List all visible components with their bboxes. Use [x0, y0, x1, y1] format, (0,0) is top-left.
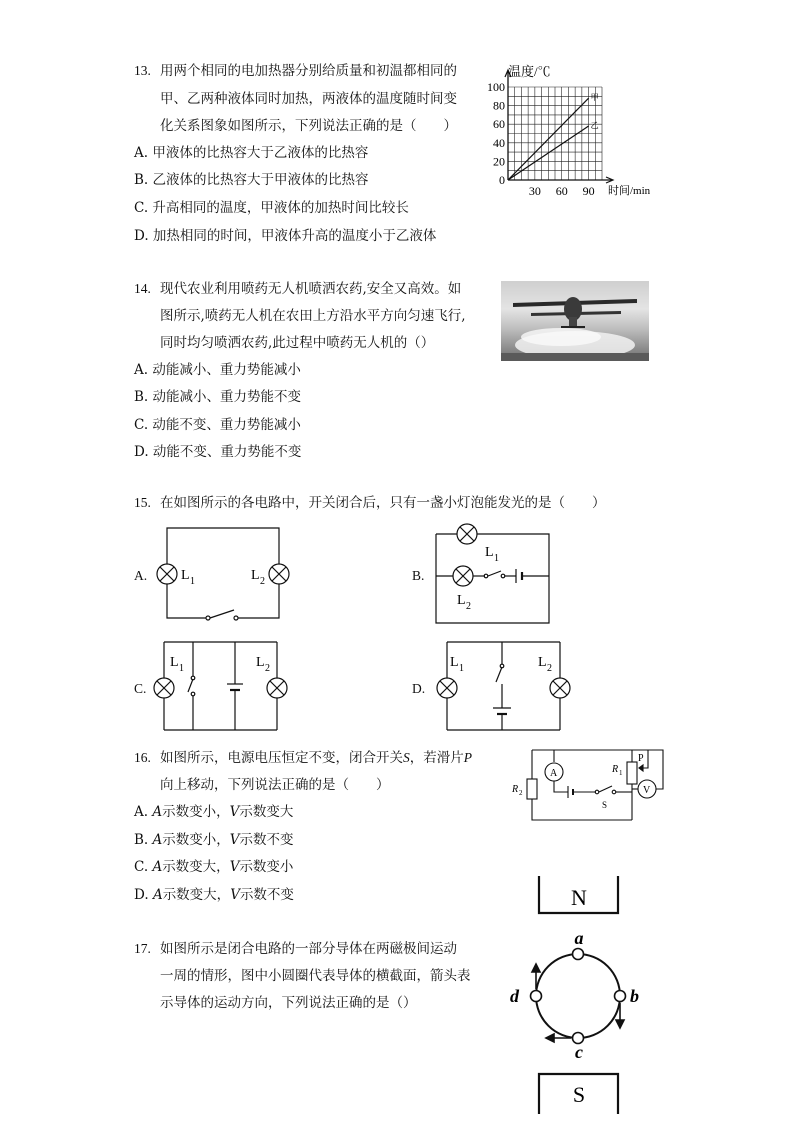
- svg-text:2: 2: [466, 601, 471, 612]
- conductor-d: [531, 991, 542, 1002]
- y-tick-label: 40: [493, 135, 505, 150]
- q15-number: 15.: [134, 495, 151, 510]
- svg-text:N: N: [571, 885, 587, 910]
- svg-text:V: V: [643, 785, 651, 796]
- svg-text:L: L: [170, 655, 179, 670]
- lamp-icon: [437, 678, 457, 698]
- svg-text:1: 1: [494, 553, 499, 564]
- svg-text:1: 1: [619, 769, 623, 777]
- q13-option-d: D. 加热相同的时间，甲液体升高的温度小于乙液体: [134, 228, 437, 244]
- temperature-time-chart: [478, 56, 668, 202]
- lamp-icon: [267, 678, 287, 698]
- q13-stem-line3: 化关系图象如图所示，下列说法正确的是（ ）: [160, 118, 457, 134]
- svg-text:a: a: [574, 928, 584, 948]
- q17-number: 17.: [134, 941, 151, 956]
- circuit-b: [430, 518, 554, 628]
- circuit-d: [436, 636, 578, 736]
- series-label-2: 乙: [590, 121, 599, 131]
- svg-text:R: R: [512, 784, 519, 795]
- q14-number: 14.: [134, 281, 151, 296]
- svg-text:2: 2: [547, 663, 552, 674]
- svg-text:S: S: [572, 1082, 586, 1107]
- conductor-a: [573, 949, 584, 960]
- lamp-icon: [457, 524, 477, 544]
- q16-stem-line1: 如图所示，电源电压恒定不变，闭合开关S，若滑片P: [160, 750, 472, 766]
- svg-text:L: L: [485, 545, 494, 560]
- q16-option-a: A. A示数变小，V示数变大: [134, 804, 294, 820]
- chart-x-axis-label: 时间/min: [608, 185, 651, 197]
- q16-option-d: D. A示数变大，V示数不变: [134, 887, 294, 903]
- q14-option-d: D. 动能不变、重力势能不变: [134, 444, 302, 460]
- svg-text:d: d: [510, 986, 519, 1006]
- q14-option-a: A. 动能减小、重力势能减小: [134, 362, 301, 378]
- q13-stem-line1: 用两个相同的电加热器分别给质量和初温都相同的: [160, 63, 457, 79]
- svg-text:1: 1: [190, 576, 195, 587]
- x-tick-label: 60: [555, 184, 568, 198]
- series-label-1: 甲: [590, 93, 599, 103]
- svg-text:1: 1: [459, 663, 464, 674]
- y-tick-label: 100: [487, 80, 505, 94]
- circuit-a-letter: A.: [134, 568, 148, 583]
- q14-stem-line1: 现代农业利用喷药无人机喷洒农药,安全又高效。如: [160, 281, 462, 297]
- lamp-icon: [550, 678, 570, 698]
- circuit-c-letter: C.: [134, 681, 147, 696]
- lamp-icon: [453, 566, 473, 586]
- svg-text:A: A: [550, 768, 558, 779]
- x-tick-label: 30: [528, 184, 541, 198]
- q16-option-b: B. A示数变小，V示数不变: [134, 832, 294, 848]
- svg-text:S: S: [602, 800, 608, 810]
- arrow-left-icon: [546, 1034, 554, 1042]
- arrow-down-icon: [616, 1020, 624, 1028]
- circuit-b-letter: B.: [412, 568, 425, 583]
- svg-text:L: L: [251, 568, 260, 583]
- lamp-icon: [269, 564, 289, 584]
- circuit-a: [150, 522, 300, 626]
- lamp-icon: [154, 678, 174, 698]
- q17-stem-line1: 如图所示是闭合电路的一部分导体在两磁极间运动: [160, 941, 457, 957]
- svg-text:L: L: [256, 655, 265, 670]
- svg-text:L: L: [457, 593, 466, 608]
- circuit-d-letter: D.: [412, 681, 426, 696]
- q13-option-c: C. 升高相同的温度，甲液体的加热时间比较长: [134, 200, 409, 216]
- q15-stem: 在如图所示的各电路中，开关闭合后，只有一盏小灯泡能发光的是（ ）: [160, 495, 606, 511]
- conductor-motion-diagram: [506, 924, 648, 1064]
- lamp-icon: [157, 564, 177, 584]
- svg-text:P: P: [638, 753, 644, 764]
- q14-option-c: C. 动能不变、重力势能减小: [134, 417, 301, 433]
- circuit-c: [150, 636, 300, 736]
- q17-stem-line2: 一周的情形，图中小圆圈代表导体的横截面，箭头表: [160, 968, 471, 984]
- q14-option-b: B. 动能减小、重力势能不变: [134, 389, 302, 405]
- svg-text:L: L: [538, 655, 547, 670]
- q13-option-b: B. 乙液体的比热容大于甲液体的比热容: [134, 172, 369, 188]
- q13-number: 13.: [134, 63, 151, 78]
- svg-text:1: 1: [179, 663, 184, 674]
- svg-text:R: R: [612, 764, 619, 775]
- crop-duster-photo: [501, 281, 649, 361]
- chart-y-axis-label: 温度/℃: [508, 64, 551, 79]
- magnet-n: [536, 876, 622, 918]
- svg-text:L: L: [181, 568, 190, 583]
- q16-option-c: C. A示数变大，V示数变小: [134, 859, 294, 875]
- y-tick-label: 80: [493, 98, 505, 113]
- q16-stem-line2: 向上移动，下列说法正确的是（ ）: [160, 777, 390, 793]
- svg-text:2: 2: [265, 663, 270, 674]
- origin-label: 0: [499, 173, 505, 187]
- conductor-b: [615, 991, 626, 1002]
- q13-option-a: A. 甲液体的比热容大于乙液体的比热容: [134, 145, 369, 161]
- q14-stem-line2: 图所示,喷药无人机在农田上方沿水平方向匀速飞行,: [160, 308, 466, 324]
- y-tick-label: 60: [493, 117, 505, 132]
- rheostat-r1: [627, 762, 637, 784]
- q17-stem-line3: 示导体的运动方向，下列说法正确的是（）: [160, 995, 417, 1011]
- magnet-s: [536, 1072, 622, 1114]
- arrow-up-icon: [532, 964, 540, 972]
- svg-text:b: b: [630, 986, 639, 1006]
- q13-stem-line2: 甲、乙两种液体同时加热，两液体的温度随时间变: [160, 91, 457, 107]
- resistor-r2: [527, 779, 537, 799]
- svg-text:2: 2: [519, 789, 523, 797]
- svg-text:2: 2: [260, 576, 265, 587]
- q16-number: 16.: [134, 750, 151, 765]
- x-tick-label: 90: [582, 184, 595, 198]
- q14-stem-line3: 同时均匀喷洒农药,此过程中喷药无人机的（）: [160, 335, 435, 351]
- svg-text:L: L: [450, 655, 459, 670]
- q16-circuit: [508, 744, 670, 826]
- y-tick-label: 20: [493, 154, 505, 169]
- svg-text:c: c: [575, 1042, 583, 1062]
